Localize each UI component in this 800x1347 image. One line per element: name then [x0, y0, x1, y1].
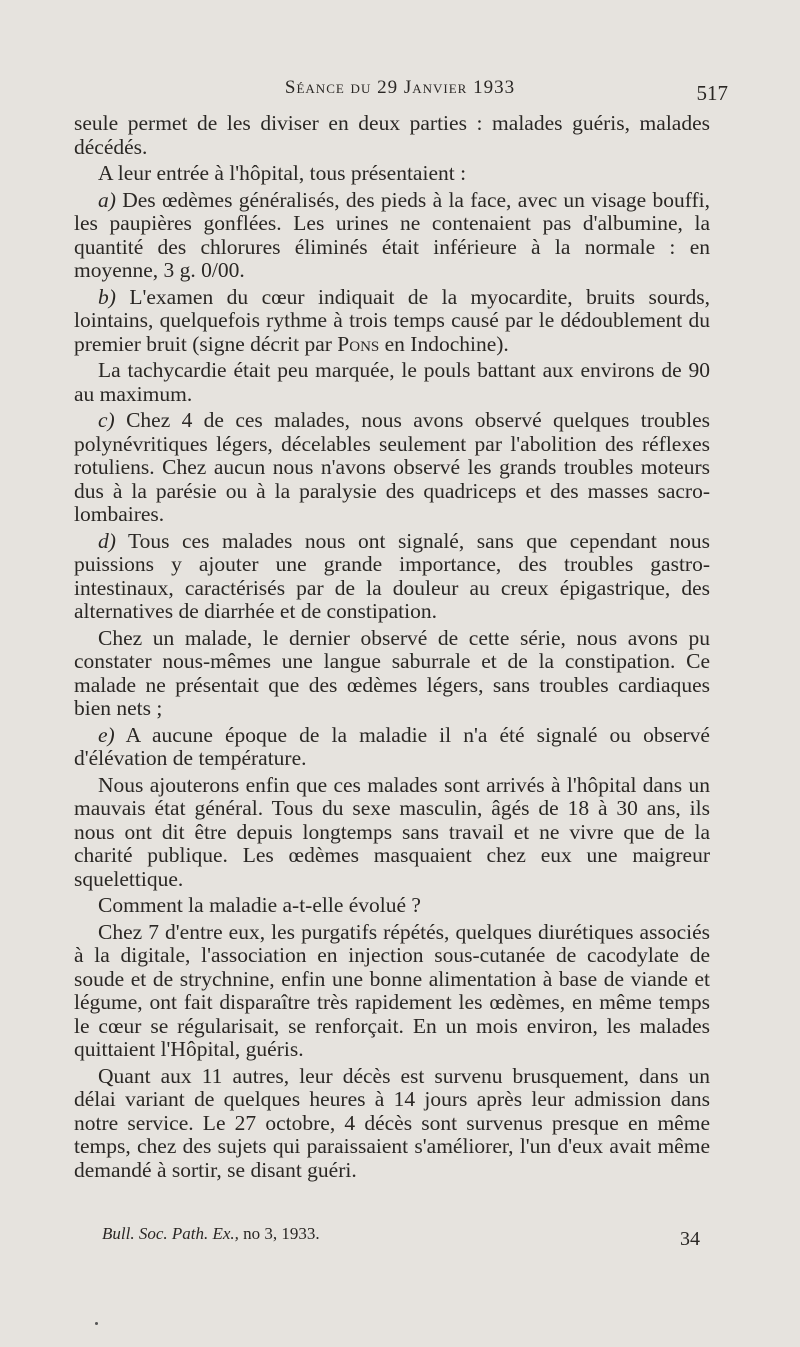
running-header	[0, 75, 800, 105]
paragraph-arrival: Nous ajouterons enfin que ces malades sont arrivés à l'hôpital dans un mauvais état général. Tous du sexe masculin, âgés de 18 à 30 ans, ils nous ont dit être depuis longtemps sans travail et ne vivre que de la charité publique. Les œdèmes masquaient chez eux une maigreur squelettique.	[74, 772, 710, 891]
paragraph-1: seule permet de les diviser en deux parties : malades guéris, malades décédés.	[74, 111, 710, 159]
item-label-c: c)	[98, 408, 115, 432]
paper-speck	[95, 1322, 98, 1325]
item-label-a: a)	[98, 187, 116, 212]
page-body	[74, 112, 710, 1182]
paragraph-cured: Chez 7 d'entre eux, les purgatifs répétés, quelques diurétiques associés à la digitale, l'association en injection sous-cutanée de cacodylate de soude et de strychnine, enfin une bonne alimentation à base de viande et légume, ont fait disparaître très rapidement les œdèmes, en même temps le cœur se régularisait, se renforçait. En un mois environ, les malades quittaient l'Hôpital, guéris.	[74, 919, 710, 1061]
item-text-b-end: en Indochine).	[384, 331, 509, 356]
page-number: 517	[696, 81, 728, 105]
journal-issue: no 3, 1933.	[243, 1224, 320, 1243]
journal-reference	[102, 1224, 320, 1244]
paragraph-b	[74, 286, 710, 357]
page-footer	[74, 1224, 710, 1254]
item-label-d: d)	[98, 528, 116, 553]
item-text-e: A aucune époque de la maladie il n'a été signalé ou observé d'élévation de température.	[74, 722, 710, 770]
paragraph-deaths: Quant aux 11 autres, leur décès est survenu brusquement, dans un délai variant de quelques heures à 14 jours après leur admission dans notre service. Le 27 octobre, 4 décès sont survenus presque en même temps, chez des sujets qui paraissaient s'améliorer, l'un d'eux avait même demandé à sortir, se disant guéri.	[74, 1063, 710, 1182]
item-text-d: Tous ces malades nous ont signalé, sans que cependant nous puissions y ajouter une grande importance, des troubles gastro-intestinaux, caractérisés par de la douleur au creux épigastrique, des alternatives de diarrhée et de constipation.	[74, 528, 710, 623]
paragraph-one-patient: Chez un malade, le dernier observé de cette série, nous avons pu constater nous-mêmes une langue saburrale et de la constipation. Ce malade ne présentait que des œdèmes légers, sans troubles cardiaques bien nets ;	[74, 625, 710, 720]
signature-mark: 34	[680, 1228, 700, 1250]
journal-name: Bull. Soc. Path. Ex.,	[102, 1224, 239, 1243]
item-text-c: Chez 4 de ces malades, nous avons observé quelques troubles polynévritiques légers, décelables seulement par l'abolition des réflexes rotuliens. Chez aucun nous n'avons observé les grands troubles moteurs dus à la parésie ou à la paralysie des quadriceps et des masses sacro-lombaires.	[74, 408, 711, 526]
paragraph-e	[74, 724, 710, 771]
author-name-pons: Pons	[337, 331, 380, 356]
header-title: Séance du 29 Janvier 1933	[284, 77, 516, 98]
paragraph-question: Comment la maladie a-t-elle évolué ?	[98, 893, 421, 917]
item-label-e: e)	[98, 722, 115, 747]
item-label-b: b)	[98, 284, 116, 309]
paragraph-tachycardia: La tachycardie était peu marquée, le pouls battant aux environs de 90 au maximum.	[74, 358, 710, 406]
paragraph-d	[74, 530, 710, 624]
item-text-b: L'examen du cœur indiquait de la myocardite, bruits sourds, lointains, quelquefois rythme à trois temps causé par le dédoublement du premier bruit (signe décrit par	[74, 284, 710, 356]
item-text-a: Des œdèmes généralisés, des pieds à la face, avec un visage bouffi, les paupières gonflées. Les urines ne contenaient pas d'albumine, la quantité des chlorures éliminés était inférieure à la normale : en moyenne, 3 g. 0/00.	[74, 187, 711, 282]
paragraph-2: A leur entrée à l'hôpital, tous présentaient :	[98, 161, 467, 185]
paragraph-c	[74, 409, 710, 527]
paragraph-a	[74, 189, 710, 283]
